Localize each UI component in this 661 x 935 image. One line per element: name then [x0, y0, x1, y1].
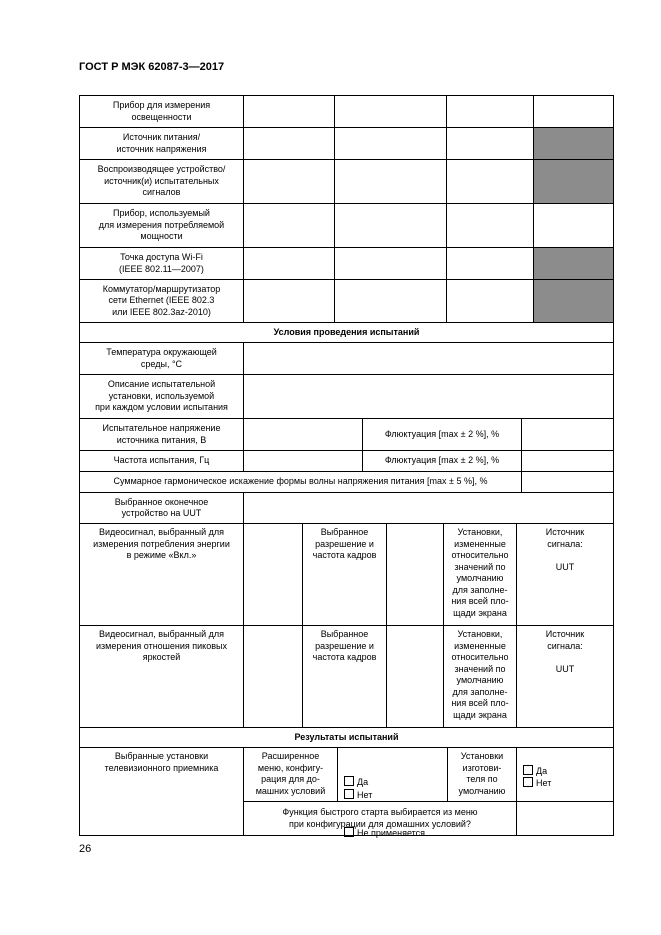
checkbox-no-2[interactable] — [523, 777, 533, 787]
tv-settings-label: Выбранные установки телевизионного приемника — [79, 747, 244, 836]
equipment-cell[interactable] — [446, 203, 534, 248]
equipment-label: Прибор, используемый для измерения потребляемой мощности — [79, 203, 244, 248]
resolution-label: Выбранное разрешение и частота кадров — [302, 523, 387, 626]
quick-start-question: Функция быстрого старта выбирается из меню при конфигурации для домашних условий? — [243, 801, 517, 836]
equipment-label: Коммутатор/маршрутизатор сети Ethernet (IEEE 802.3 или IEEE 802.3az-2010) — [79, 279, 244, 323]
equipment-cell[interactable] — [243, 159, 335, 204]
resolution-value-2[interactable] — [386, 625, 444, 728]
changed-settings-label: Установки, измененные относительно значений по умолчанию для заполне- ния всей пло- щади экрана — [443, 523, 517, 626]
test-voltage-label: Испытательное напряжение источника питания, В — [79, 418, 244, 451]
equipment-cell[interactable] — [533, 203, 614, 248]
video-peak-label: Видеосигнал, выбранный для измерения отношения пиковых яркостей — [79, 625, 244, 728]
resolution-label-2: Выбранное разрешение и частота кадров — [302, 625, 387, 728]
quick-start-answer[interactable] — [516, 801, 614, 836]
harmonic-distortion-label: Суммарное гармоническое искажение формы волны напряжения питания [max ± 5 %], % — [79, 471, 522, 493]
equipment-cell[interactable] — [446, 247, 534, 280]
fluctuation-value-2[interactable] — [521, 450, 614, 472]
results-heading: Результаты испытаний — [79, 727, 614, 748]
test-frequency-value[interactable] — [243, 450, 363, 472]
test-voltage-value[interactable] — [243, 418, 363, 451]
ambient-temperature-label: Температура окружающей среды, °C — [79, 342, 244, 375]
equipment-cell[interactable] — [334, 203, 447, 248]
checkbox-yes[interactable] — [344, 776, 354, 786]
selected-terminal-label: Выбранное оконечное устройство на UUT — [79, 492, 244, 524]
document-title: ГОСТ Р МЭК 62087-3—2017 — [79, 61, 225, 73]
signal-source-label-2: Источник сигнала: UUT — [516, 625, 614, 728]
checkbox-no[interactable] — [344, 789, 354, 799]
equipment-label: Воспроизводящее устройство/ источник(и) испытательных сигналов — [79, 159, 244, 204]
signal-source-label: Источник сигнала: UUT — [516, 523, 614, 626]
equipment-cell[interactable] — [334, 279, 447, 323]
page-number: 26 — [79, 843, 92, 855]
fluctuation-label-2: Флюктуация [max ± 2 %], % — [362, 450, 522, 472]
equipment-label: Прибор для измерения освещенности — [79, 95, 244, 128]
test-frequency-label: Частота испытания, Гц — [79, 450, 244, 472]
equipment-cell[interactable] — [243, 203, 335, 248]
equipment-cell[interactable] — [446, 127, 534, 160]
equipment-cell[interactable] — [446, 159, 534, 204]
equipment-cell[interactable] — [334, 95, 447, 128]
extended-menu-label: Расширенное меню, конфигу- рация для до- машних условий — [243, 747, 338, 802]
equipment-cell[interactable] — [446, 279, 534, 323]
checkbox-no-label: Нет — [357, 789, 373, 800]
checkbox-not-applicable-label: Не применяется — [357, 828, 426, 838]
equipment-label: Точка доступа Wi-Fi (IEEE 802.11—2007) — [79, 247, 244, 280]
equipment-cell[interactable] — [243, 279, 335, 323]
fluctuation-value[interactable] — [521, 418, 614, 451]
equipment-cell[interactable] — [334, 127, 447, 160]
equipment-cell[interactable] — [334, 247, 447, 280]
shaded-cell — [533, 247, 614, 280]
equipment-cell[interactable] — [334, 159, 447, 204]
resolution-value[interactable] — [386, 523, 444, 626]
manufacturer-settings-label: Установки изготови- теля по умолчанию — [447, 747, 517, 802]
shaded-cell — [533, 279, 614, 323]
harmonic-distortion-value[interactable] — [521, 471, 614, 493]
setup-description-value[interactable] — [243, 374, 614, 419]
ambient-temperature-value[interactable] — [243, 342, 614, 375]
checkbox-yes-2[interactable] — [523, 765, 533, 775]
video-on-mode-label: Видеосигнал, выбранный для измерения потребления энергии в режиме «Вкл.» — [79, 523, 244, 626]
checkbox-yes-2-label: Да — [536, 765, 548, 776]
setup-description-label: Описание испытательной установки, используемой при каждом условии испытания — [79, 374, 244, 419]
changed-settings-label-2: Установки, измененные относительно значений по умолчанию для заполне- ния всей пло- щади экрана — [443, 625, 517, 728]
video-on-mode-value[interactable] — [243, 523, 303, 626]
equipment-cell[interactable] — [243, 95, 335, 128]
manufacturer-settings-options — [516, 747, 614, 802]
selected-terminal-value[interactable] — [243, 492, 614, 524]
checkbox-no-2-label: Нет — [536, 778, 552, 788]
equipment-cell[interactable] — [446, 95, 534, 128]
equipment-label: Источник питания/ источник напряжения — [79, 127, 244, 160]
equipment-cell[interactable] — [243, 247, 335, 280]
shaded-cell — [533, 127, 614, 160]
checkbox-yes-label: Да — [357, 777, 369, 787]
equipment-cell[interactable] — [533, 95, 614, 128]
shaded-cell — [533, 159, 614, 204]
fluctuation-label: Флюктуация [max ± 2 %], % — [362, 418, 522, 451]
video-peak-value[interactable] — [243, 625, 303, 728]
conditions-heading: Условия проведения испытаний — [79, 322, 614, 343]
equipment-cell[interactable] — [243, 127, 335, 160]
